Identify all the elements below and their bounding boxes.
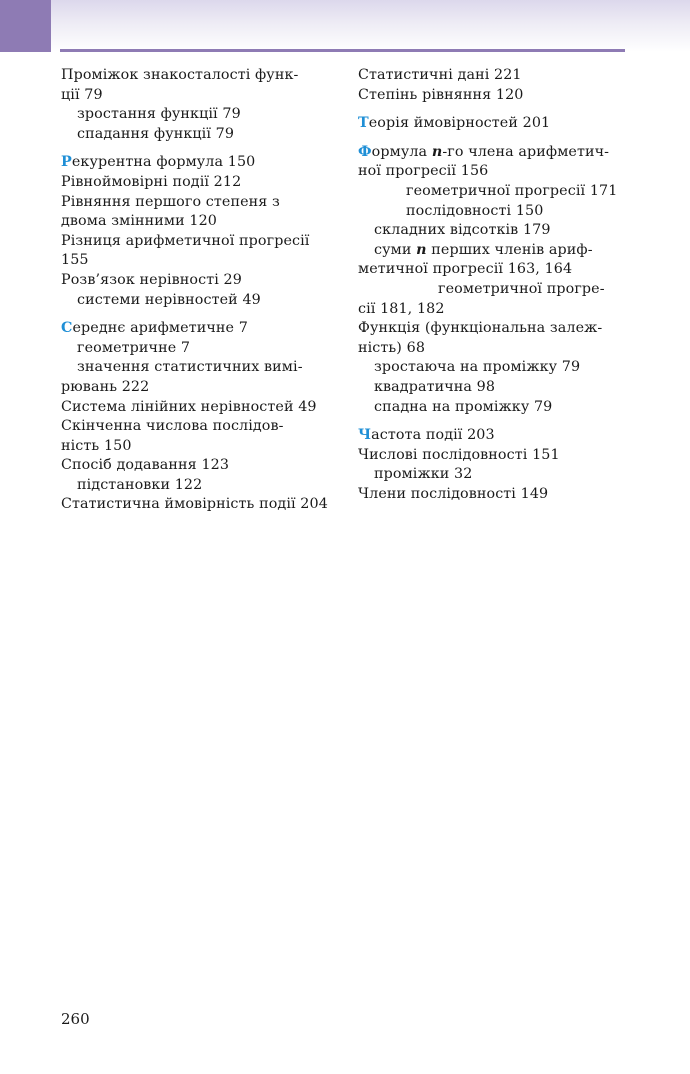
entry-text: Скінченна числова послідов- (61, 418, 284, 435)
index-entry (61, 251, 346, 271)
section-initial-letter: Ф (358, 143, 372, 160)
index-entry (61, 417, 346, 437)
index-entry (61, 378, 346, 398)
header-rule (60, 49, 625, 52)
index-entry (358, 485, 638, 505)
entry-text: Різниця арифметичної прогресії (61, 232, 310, 249)
index-group (61, 319, 346, 515)
index-entry (61, 319, 346, 339)
index-entry (61, 339, 346, 359)
index-entry (61, 212, 346, 232)
entry-text: 155 (61, 252, 89, 269)
index-entry (61, 456, 346, 476)
index-entry (358, 300, 638, 320)
entry-text: ереднє арифметичне 7 (72, 320, 248, 337)
entry-text: екурентна формула 150 (71, 154, 256, 171)
index-group (61, 66, 346, 144)
entry-text: Функція (функціональна залеж- (358, 320, 603, 337)
index-entry (61, 105, 346, 125)
entry-text: проміжки 32 (374, 466, 473, 483)
entry-text: ормула (371, 143, 432, 160)
entry-text: ність 150 (61, 437, 132, 454)
entry-text: ції 79 (61, 86, 103, 103)
entry-text: астота події 203 (371, 427, 495, 444)
index-entry (61, 193, 346, 213)
math-variable: n (431, 143, 443, 160)
index-entry (61, 153, 346, 173)
entry-text: системи нерівностей 49 (77, 291, 261, 308)
entry-text: -го члена арифметич- (442, 143, 610, 160)
index-entry (61, 291, 346, 311)
index-entry (358, 86, 638, 106)
index-entry (61, 495, 346, 515)
entry-text: Розв’язок нерівності 29 (61, 271, 242, 288)
entry-text: суми (374, 241, 417, 258)
section-initial-letter: С (61, 320, 73, 337)
index-column-left (61, 66, 346, 524)
entry-text: підстановки 122 (77, 476, 203, 493)
entry-text: Проміжок знакосталості функ- (61, 67, 299, 83)
index-group (358, 143, 638, 417)
entry-text: еорія ймовірностей 201 (368, 115, 551, 132)
entry-text: геометричної прогре- (438, 280, 605, 297)
index-entry (358, 162, 638, 182)
index-column-right (358, 66, 638, 513)
index-entry (358, 280, 638, 300)
entry-text: Степінь рівняння 120 (358, 86, 524, 103)
index-entry (61, 232, 346, 252)
index-group (358, 66, 638, 105)
index-entry (358, 241, 638, 261)
entry-text: зростання функції 79 (77, 106, 241, 123)
index-entry (61, 437, 346, 457)
entry-text: Спосіб додавання 123 (61, 457, 230, 474)
entry-text: сії 181, 182 (358, 300, 445, 317)
entry-text: складних відсотків 179 (374, 222, 551, 239)
entry-text: ної прогресії 156 (358, 163, 489, 180)
index-entry (358, 202, 638, 222)
index-entry (358, 358, 638, 378)
entry-text: Система лінійних нерівностей 49 (61, 398, 317, 415)
index-entry (358, 426, 638, 446)
entry-text: двома змінними 120 (61, 213, 218, 230)
entry-text: спадна на проміжку 79 (374, 398, 553, 415)
entry-text: зростаюча на проміжку 79 (374, 359, 581, 376)
index-entry (61, 398, 346, 418)
math-variable: n (416, 241, 427, 258)
index-entry (358, 319, 638, 339)
entry-text: Статистичні дані 221 (358, 67, 522, 83)
index-entry (358, 446, 638, 466)
entry-text: геометричне 7 (77, 339, 191, 356)
index-entry (358, 143, 638, 163)
entry-text: Рівноймовірні події 212 (61, 173, 242, 190)
section-initial-letter: Т (358, 115, 369, 132)
section-initial-letter: Ч (358, 427, 372, 444)
index-entry (61, 476, 346, 496)
index-entry (358, 339, 638, 359)
index-group (358, 114, 638, 134)
index-entry (358, 260, 638, 280)
index-entry (358, 182, 638, 202)
entry-text: перших членів ариф- (426, 241, 593, 258)
index-entry (358, 378, 638, 398)
index-entry (61, 173, 346, 193)
entry-text: Члени послідовності 149 (358, 485, 549, 502)
index-entry (358, 66, 638, 86)
entry-text: рювань 222 (61, 378, 150, 395)
entry-text: спадання функції 79 (77, 125, 235, 142)
index-entry (61, 66, 346, 86)
index-group (61, 153, 346, 310)
index-entry (61, 86, 346, 106)
entry-text: квадратична 98 (374, 378, 496, 395)
entry-text: послідовності 150 (406, 202, 544, 219)
header-band (0, 0, 690, 52)
page-number: 260 (61, 1010, 90, 1028)
index-entry (358, 221, 638, 241)
index-entry (358, 398, 638, 418)
index-entry (61, 358, 346, 378)
entry-text: ність) 68 (358, 339, 426, 356)
entry-text: геометричної прогресії 171 (406, 182, 618, 199)
corner-accent-block (0, 0, 51, 52)
entry-text: Рівняння першого степеня з (61, 193, 280, 210)
index-entry (61, 271, 346, 291)
index-group (358, 426, 638, 504)
entry-text: метичної прогресії 163, 164 (358, 261, 573, 278)
index-entry (358, 465, 638, 485)
entry-text: Числові послідовності 151 (358, 446, 560, 463)
index-entry (61, 125, 346, 145)
index-entry (358, 114, 638, 134)
entry-text: Статистична ймовірність події 204 (61, 496, 328, 513)
section-initial-letter: Р (61, 154, 72, 171)
entry-text: значення статистичних вимі- (77, 359, 303, 376)
